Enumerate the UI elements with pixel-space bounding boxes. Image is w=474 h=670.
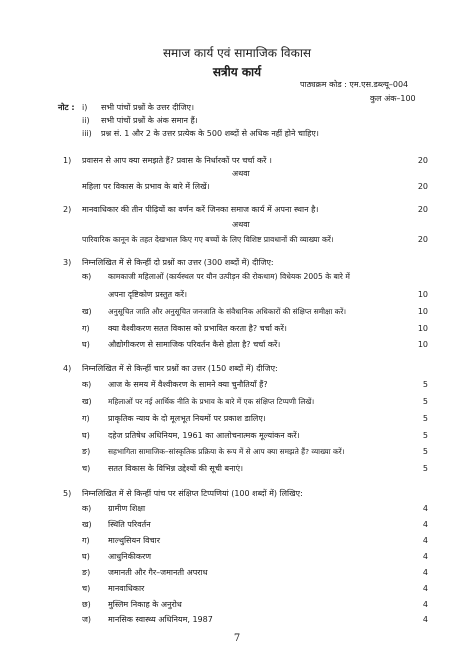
total-marks: कुल अंक–100: [370, 94, 416, 103]
sub-question-text: कामकाजी महिलाओं (कार्यस्थल पर यौन उत्पीड़न की रोकथाम) विधेयक 2005 के बारे में: [108, 272, 350, 281]
sub-question-text: महिलाओं पर नई आर्थिक नीति के प्रभाव के बारे में एक संक्षिप्त टिप्पणी लिखें।: [108, 397, 315, 406]
sub-question-number: च): [82, 464, 91, 473]
sub-question-number: क): [82, 504, 92, 513]
note-label: नोट :: [58, 103, 75, 112]
sub-question-marks: 5: [422, 464, 428, 473]
sub-question-marks: 4: [422, 600, 428, 609]
question-marks: 20: [417, 156, 428, 165]
question-number: 5): [63, 489, 72, 498]
sub-question-text: प्राकृतिक न्याय के दो मूलभूत नियमों पर प्रकाश डालिए।: [108, 414, 266, 423]
question-marks: 20: [417, 182, 428, 191]
sub-question-marks: 4: [422, 552, 428, 561]
sub-question-marks: 4: [422, 520, 428, 529]
sub-question-number: ख): [82, 397, 92, 406]
note-item-num: iii): [82, 129, 92, 138]
or-separator: अथवा: [232, 169, 250, 178]
sub-question-number: घ): [82, 431, 90, 440]
question-text: निम्नलिखित में से किन्हीं चार प्रश्नों का उत्तर (150 शब्दों में) दीजिए:: [82, 364, 278, 373]
sub-question-marks: 4: [422, 568, 428, 577]
sub-question-number: क): [82, 380, 92, 389]
question-text: निम्नलिखित में से किन्हीं पांच पर संक्षिप्त टिप्पणियां (100 शब्दों में) लिखिए:: [82, 489, 303, 498]
sub-question-text: मानवाधिकार: [108, 584, 145, 593]
sub-question-number: घ): [82, 552, 90, 561]
sub-question-marks: 5: [422, 431, 428, 440]
question-text: निम्नलिखित में से किन्हीं दो प्रश्नों का उत्तर (300 शब्दों में) दीजिए:: [82, 258, 274, 267]
sub-question-marks: 5: [422, 380, 428, 389]
sub-question-marks: 4: [422, 536, 428, 545]
question-text: मानवाधिकार की तीन पीढ़ियों का वर्णन करें जिनका समाज कार्य में अपना स्थान है।: [82, 205, 319, 214]
sub-question-number: ख): [82, 520, 92, 529]
question-number: 2): [63, 205, 72, 214]
sub-question-number: घ): [82, 340, 90, 349]
note-item-num: i): [82, 103, 88, 112]
sub-question-number: ज): [82, 615, 92, 624]
question-alt-text: पारिवारिक कानून के तहत देखभाल किए गए बच्चों के लिए विशिष्ट प्रावधानों की व्याख्या करें।: [82, 235, 334, 244]
page-subtitle: सत्रीय कार्य: [212, 65, 262, 79]
sub-question-marks: 5: [422, 397, 428, 406]
sub-question-text: जमानती और गैर–जमानती अपराध: [108, 568, 208, 577]
sub-question-text: आधुनिकीकरण: [108, 552, 152, 561]
sub-question-number: ग): [82, 414, 90, 423]
sub-question-number: च): [82, 584, 91, 593]
note-item-text: सभी पांचों प्रश्नों के अंक समान हैं।: [101, 116, 198, 125]
sub-question-marks: 4: [422, 584, 428, 593]
sub-question-marks: 10: [417, 290, 428, 299]
question-alt-text: महिला पर विकास के प्रभाव के बारे में लिखें।: [82, 182, 210, 191]
question-number: 3): [63, 258, 72, 267]
sub-question-number: ख): [82, 307, 92, 316]
note-item-text: प्रश्न सं. 1 और 2 के उत्तर प्रत्येक के 500 शब्दों से अधिक नहीं होने चाहिए।: [101, 129, 319, 138]
note-item-text: सभी पांचों प्रश्नों के उत्तर दीजिए।: [101, 103, 194, 112]
course-code: पाठ्यक्रम कोड : एम.एस.डब्ल्यू–004: [300, 80, 409, 89]
sub-question-marks: 4: [422, 615, 428, 624]
sub-question-marks: 5: [422, 414, 428, 423]
sub-question-text: आज के समय में वैश्वीकरण के सामने क्या चुनौतियाँ हैं?: [108, 380, 268, 389]
question-text: प्रवासन से आप क्या समझते हैं? प्रवास के निर्धारकों पर चर्चा करें ।: [82, 156, 272, 165]
question-marks: 20: [417, 235, 428, 244]
sub-question-text: अपना दृष्टिकोण प्रस्तुत करें।: [108, 290, 188, 299]
sub-question-marks: 10: [417, 340, 428, 349]
sub-question-text: स्थिति परिवर्तन: [108, 520, 151, 529]
sub-question-text: सतत विकास के विभिन्न उद्देश्यों की सूची बनाएं।: [108, 464, 244, 473]
sub-question-number: ङ): [82, 447, 91, 456]
sub-question-number: क): [82, 272, 92, 281]
sub-question-text: ग्रामीण शिक्षा: [108, 504, 146, 513]
or-separator: अथवा: [232, 220, 250, 229]
sub-question-text: मानसिक स्वास्थ्य अधिनियम, 1987: [108, 615, 213, 624]
sub-question-text: माल्थुसियन विचार: [108, 536, 161, 545]
page-title: समाज कार्य एवं सामाजिक विकास: [162, 46, 312, 60]
question-number: 1): [63, 156, 72, 165]
sub-question-marks: 10: [417, 307, 428, 316]
sub-question-number: ङ): [82, 568, 91, 577]
sub-question-marks: 4: [422, 504, 428, 513]
sub-question-text: औद्योगीकरण से सामाजिक परिवर्तन कैसे होता है? चर्चा करें।: [108, 340, 281, 349]
sub-question-text: अनुसूचित जाति और अनुसूचित जनजाति के संवैधानिक अधिकारों की संक्षिप्त समीक्षा करें।: [108, 307, 347, 316]
sub-question-text: मुस्लिम निकाह के अनुरोध: [108, 600, 182, 609]
sub-question-text: क्या वैश्वीकरण सतत विकास को प्रभावित करता है? चर्चा करें।: [108, 324, 287, 333]
question-number: 4): [63, 364, 72, 373]
sub-question-text: सहभागिता सामाजिक–सांस्कृतिक प्रक्रिया के रूप में से आप क्या समझते हैं? व्याख्या करें।: [108, 447, 345, 456]
sub-question-number: ग): [82, 536, 90, 545]
page-number: 7: [233, 633, 241, 644]
question-marks: 20: [417, 205, 428, 214]
sub-question-marks: 5: [422, 447, 428, 456]
sub-question-text: दहेज प्रतिषेध अधिनियम, 1961 का आलोचनात्मक मूल्यांकन करें।: [108, 431, 300, 440]
sub-question-number: छ): [82, 600, 91, 609]
sub-question-marks: 10: [417, 324, 428, 333]
note-item-num: ii): [82, 116, 90, 125]
sub-question-number: ग): [82, 324, 90, 333]
